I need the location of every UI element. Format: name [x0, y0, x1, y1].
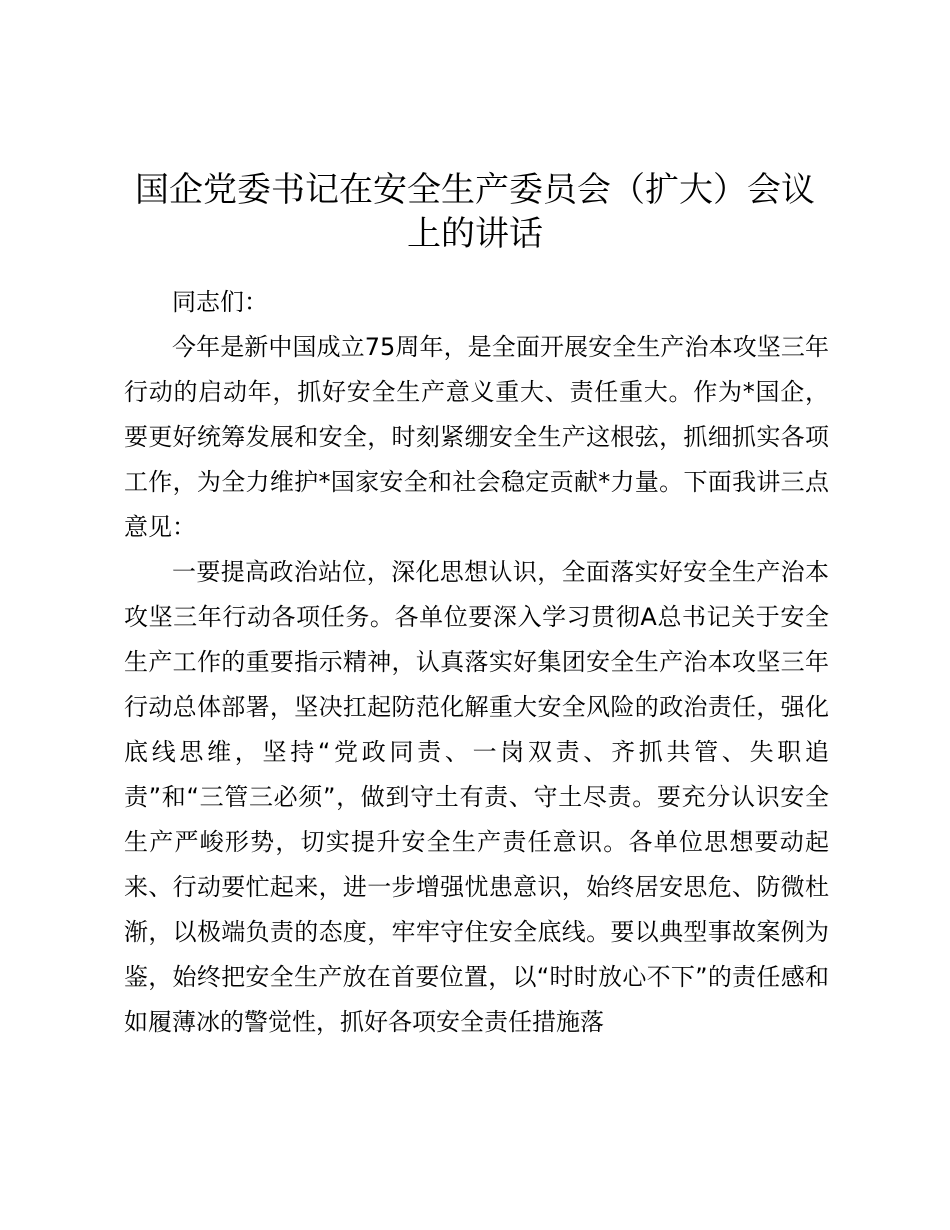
title-line-2: 上的讲话	[407, 214, 543, 254]
greeting: 同志们：	[172, 288, 268, 316]
document-body	[124, 280, 829, 1045]
paragraph-intro: 今年是新中国成立75周年，是全面开展安全生产治本攻坚三年行动的启动年，抓好安全生产意义重大、责任重大。作为*国企，要更好统筹发展和安全，时刻紧绷安全生产这根弦，抓细抓实各项工作，为全力维护*国家安全和社会稳定贡献*力量。下面我讲三点意见：	[124, 333, 829, 541]
document-title	[100, 168, 850, 256]
title-line-1: 国企党委书记在安全生产委员会（扩大）会议	[135, 170, 815, 210]
paragraph-point-one: 一要提高政治站位，深化思想认识，全面落实好安全生产治本攻坚三年行动各项任务。各单位要深入学习贯彻A总书记关于安全生产工作的重要指示精神，认真落实好集团安全生产治本攻坚三年行动总体部署，坚决扛起防范化解重大安全风险的政治责任，强化底线思维，坚持“党政同责、一岗双责、齐抓共管、失职追责”和“三管三必须”，做到守土有责、守土尽责。要充分认识安全生产严峻形势，切实提升安全生产责任意识。各单位思想要动起来、行动要忙起来，进一步增强忧患意识，始终居安思危、防微杜渐，以极端负责的态度，牢牢守住安全底线。要以典型事故案例为鉴，始终把安全生产放在首要位置，以“时时放心不下”的责任感和如履薄冰的警觉性，抓好各项安全责任措施落	[124, 558, 829, 1036]
